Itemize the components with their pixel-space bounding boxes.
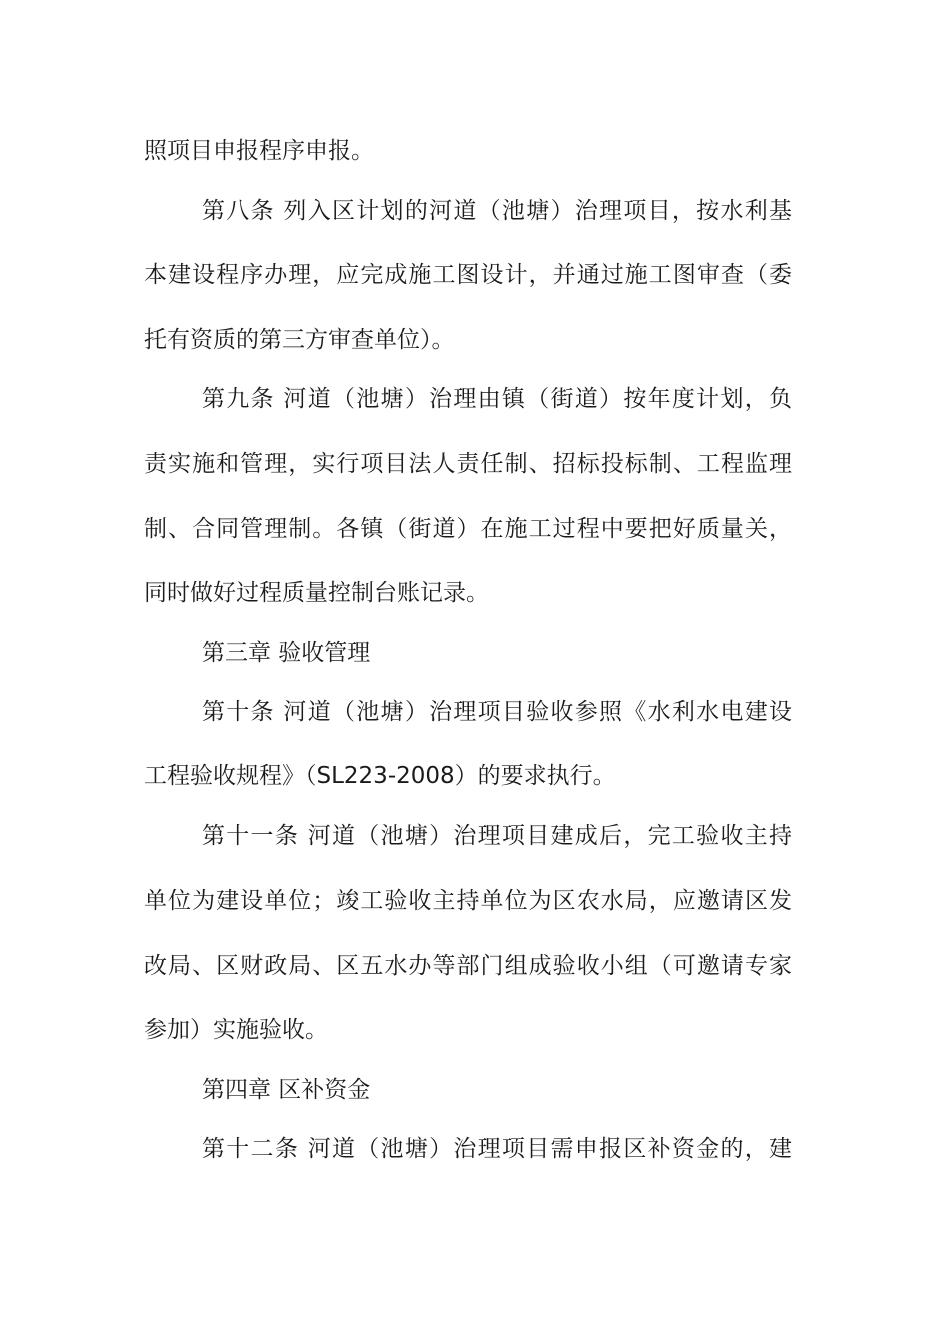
paragraph-line: 本建设程序办理，应完成施工图设计，并通过施工图审查（委 — [144, 262, 792, 288]
paragraph-line: 改局、区财政局、区五水办等部门组成验收小组（可邀请专家 — [144, 953, 792, 979]
chapter-4-heading: 第四章 区补资金 — [202, 1077, 371, 1103]
article-10-line: 第十条 河道（池塘）治理项目验收参照《水利水电建设 — [202, 699, 792, 725]
paragraph-line: 工程验收规程》（SL223-2008）的要求执行。 — [144, 763, 616, 789]
paragraph-line: 照项目申报程序申报。 — [144, 138, 374, 164]
paragraph-line: 同时做好过程质量控制台账记录。 — [144, 580, 489, 606]
article-9-line: 第九条 河道（池塘）治理由镇（街道）按年度计划，负 — [202, 386, 792, 412]
chapter-3-heading: 第三章 验收管理 — [202, 640, 371, 666]
paragraph-line: 托有资质的第三方审查单位）。 — [144, 327, 455, 353]
article-8-line: 第八条 列入区计划的河道（池塘）治理项目，按水利基 — [202, 198, 792, 224]
paragraph-line: 责实施和管理，实行项目法人责任制、招标投标制、工程监理 — [144, 451, 792, 477]
article-11-line: 第十一条 河道（池塘）治理项目建成后，完工验收主持 — [202, 823, 792, 849]
paragraph-line: 单位为建设单位；竣工验收主持单位为区农水局，应邀请区发 — [144, 888, 792, 914]
article-12-line: 第十二条 河道（池塘）治理项目需申报区补资金的，建 — [202, 1136, 792, 1162]
paragraph-line: 制、合同管理制。各镇（街道）在施工过程中要把好质量关， — [144, 516, 792, 542]
paragraph-line: 参加）实施验收。 — [144, 1017, 328, 1043]
